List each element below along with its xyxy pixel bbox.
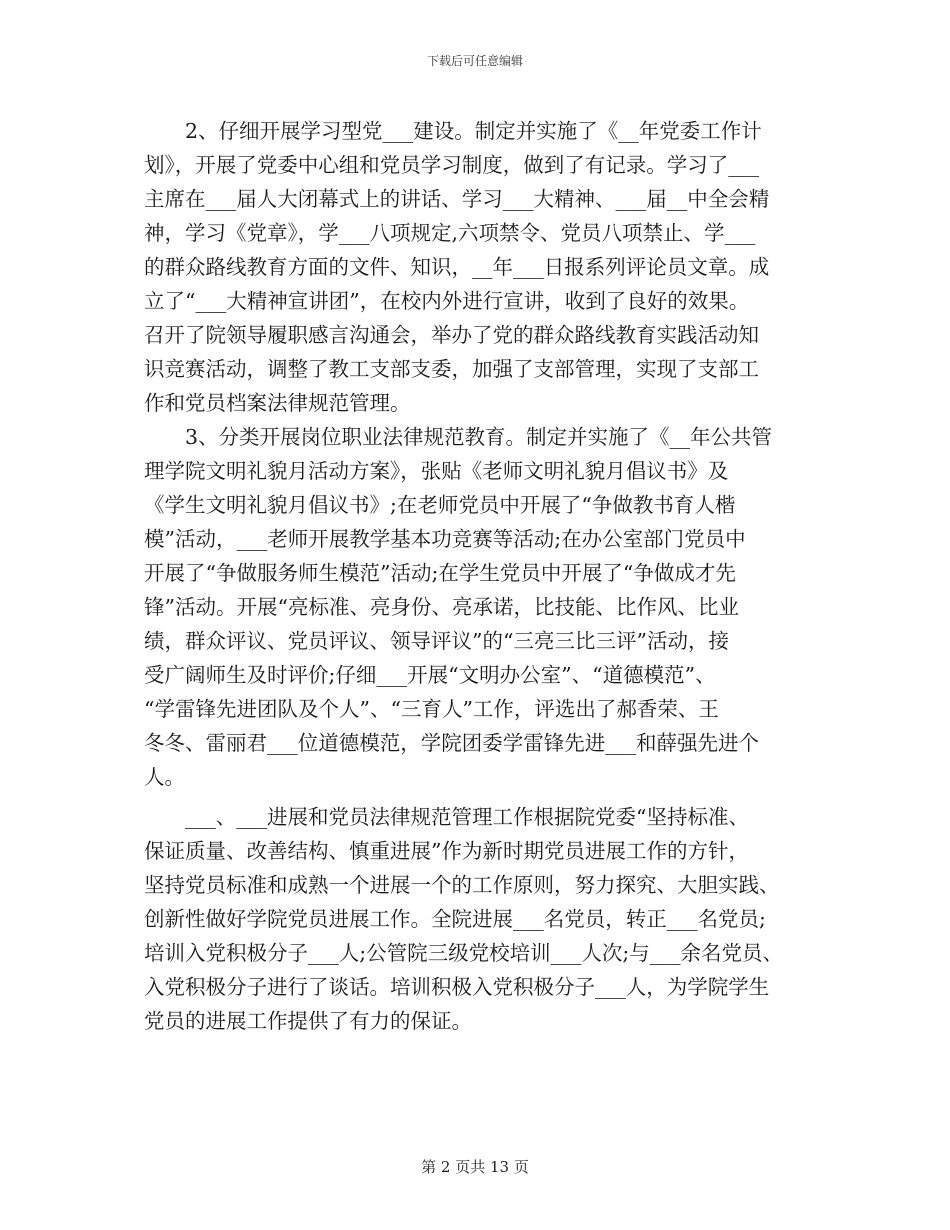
text-line: 3、分类开展岗位职业法律规范教育。制定并实施了《__年公共管: [185, 425, 773, 449]
text-line: 作和党员档案法律规范管理。: [144, 391, 411, 415]
text-line: 神，学习《党章》，学___八项规定,六项禁令、党员八项禁止、学___: [144, 221, 756, 245]
text-line: 模”活动，___老师开展教学基本功竞赛等活动;在办公室部门党员中: [144, 527, 746, 551]
text-line: 《学生文明礼貌月倡议书》;在老师党员中开展了“争做教书育人楷: [144, 493, 736, 517]
text-line: 人。: [144, 765, 185, 789]
page-number-footer: 第 2 页共 13 页: [421, 1158, 529, 1176]
page-header: 下载后可任意编辑: [426, 54, 523, 68]
text-line: 受广阔师生及时评价;仔细___开展“文明办公室”、“道德模范”、: [144, 663, 716, 687]
text-line: 的群众路线教育方面的文件、知识，__年___日报系列评论员文章。成: [144, 255, 770, 279]
text-line: 理学院文明礼貌月活动方案》，张贴《老师文明礼貌月倡议书》及: [144, 459, 729, 483]
text-line: 坚持党员标准和成熟一个进展一个的工作原则，努力探究、大胆实践、: [144, 873, 780, 897]
text-line: 党员的进展工作提供了有力的保证。: [144, 1009, 472, 1033]
text-line: 绩，群众评议、党员评议、领导评议”的“三亮三比三评”活动，接: [144, 629, 729, 653]
text-line: 立了“___大精神宣讲团”，在校内外进行宣讲，收到了良好的效果。: [144, 289, 750, 313]
text-line: 召开了院领导履职感言沟通会，举办了党的群众路线教育实践活动知: [144, 323, 759, 347]
text-line: 入党积极分子进行了谈话。培训积极入党积极分子___人，为学院学生: [144, 975, 770, 999]
text-line: 创新性做好学院党员进展工作。全院进展___名党员，转正___名党员;: [144, 907, 766, 931]
document-body: [144, 114, 812, 1038]
text-line: 培训入党积极分子___人;公管院三级党校培训___人次;与___余名党员、: [144, 941, 784, 965]
text-line: 锋”活动。开展“亮标准、亮身份、亮承诺，比技能、比作风、比业: [144, 595, 739, 619]
text-line: ___、___进展和党员法律规范管理工作根据院党委“坚持标准、: [185, 805, 749, 829]
text-line: 保证质量、改善结构、慎重进展”作为新时期党员进展工作的方针，: [144, 839, 749, 863]
paragraph-study-party: [144, 114, 812, 420]
text-line: 开展了“争做服务师生模范”活动;在学生党员中开展了“争做成才先: [144, 561, 736, 585]
text-line: “学雷锋先进团队及个人”、“三育人”工作，评选出了郝香荣、王: [144, 697, 719, 721]
text-line: 冬冬、雷丽君___位道德模范，学院团委学雷锋先进___和薛强先进个: [144, 731, 759, 755]
text-line: 主席在___届人大闭幕式上的讲话、学习___大精神、___届__中全会精: [144, 187, 770, 211]
text-line: 识竞赛活动，调整了教工支部支委，加强了支部管理，实现了支部工: [144, 357, 759, 381]
paragraph-job-education: [144, 420, 812, 794]
text-line: 划》，开展了党委中心组和党员学习制度，做到了有记录。学习了___: [144, 153, 759, 177]
text-line: 2、仔细开展学习型党___建设。制定并实施了《__年党委工作计: [185, 119, 762, 143]
paragraph-member-development: [144, 800, 812, 1038]
